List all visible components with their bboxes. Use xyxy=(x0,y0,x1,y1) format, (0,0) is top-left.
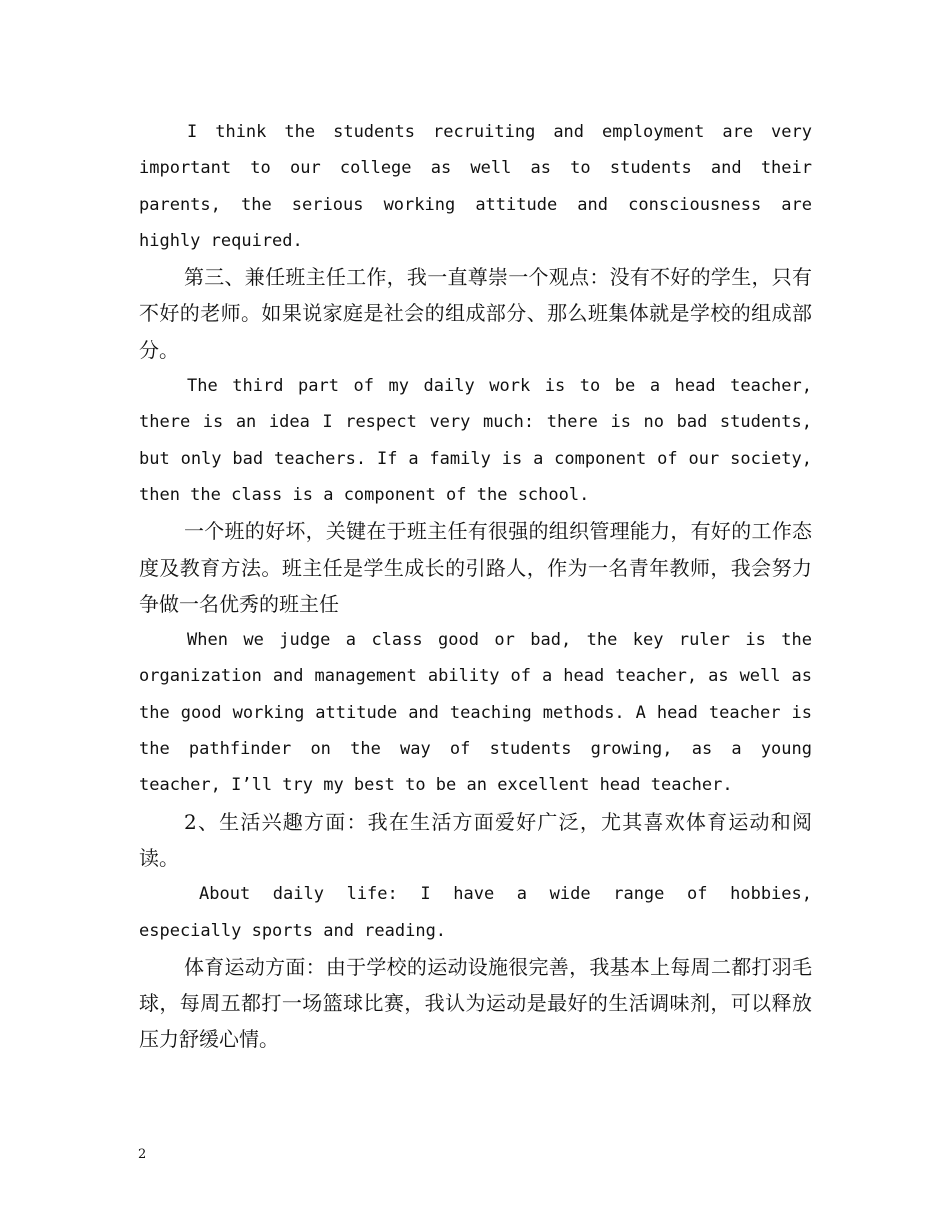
paragraph-en-head-teacher-intro: The third part of my daily work is to be a head teacher, there is an idea I respect very much: there is no bad students, but only bad teachers. If a family is a component of our society, then the class is a component of the school. xyxy=(139,376,812,505)
paragraph-zh-class-quality: 一个班的好坏，关键在于班主任有很强的组织管理能力，有好的工作态度及教育方法。班主任是学生成长的引路人，作为一名青年教师，我会努力争做一名优秀的班主任 xyxy=(139,519,812,616)
paragraph-zh-head-teacher-intro: 第三、兼任班主任工作，我一直尊崇一个观点：没有不好的学生，只有不好的老师。如果说家庭是社会的组成部分、那么班集体就是学校的组成部分。 xyxy=(139,265,812,362)
paragraph-en-class-quality: When we judge a class good or bad, the key ruler is the organization and management ability of a head teacher, as well as the good working attitude and teaching methods. A head teacher is the pathfinder on the way of students growing, as a young teacher, I’ll try my best to be an excellent head teacher. xyxy=(139,630,812,796)
paragraph-zh-life-interests: 2、生活兴趣方面：我在生活方面爱好广泛，尤其喜欢体育运动和阅读。 xyxy=(139,809,812,870)
paragraph-en-life-interests: About daily life: I have a wide range of hobbies, especially sports and reading. xyxy=(139,884,812,941)
document-body xyxy=(139,114,812,1058)
paragraph-en-recruiting: I think the students recruiting and employment are very important to our college as well as to students and their parents, the serious working attitude and consciousness are highly required. xyxy=(139,122,812,251)
page-number: 2 xyxy=(138,1147,147,1162)
paragraph-zh-sports: 体育运动方面：由于学校的运动设施很完善，我基本上每周二都打羽毛球，每周五都打一场篮球比赛，我认为运动是最好的生活调味剂，可以释放压力舒缓心情。 xyxy=(139,954,812,1052)
